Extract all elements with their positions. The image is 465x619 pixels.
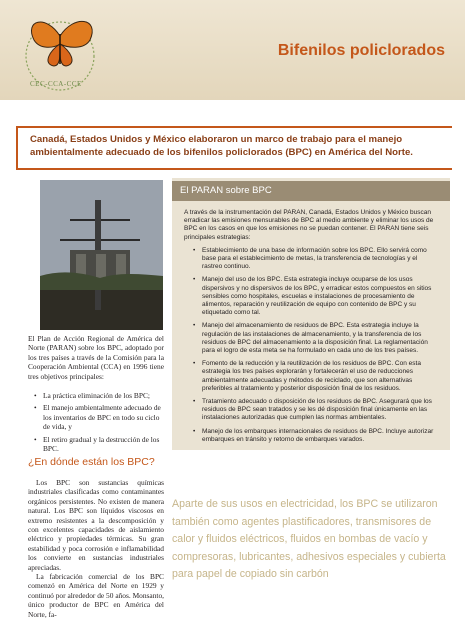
section-heading: ¿En dónde están los BPC? <box>28 456 155 468</box>
paran-box <box>172 178 450 450</box>
paran-box-intro: A través de la instrumentación del PARAN, Canadá, Estados Unidos y México buscan erradicar las emisiones mensurables de BPC al medio ambiente y eliminar los usos de BPC en los casos en que los emisiones no se puedan contener. El PARAN tiene seis principales estrategias: <box>184 209 434 241</box>
objectives-list <box>28 391 164 453</box>
paran-intro-text: El Plan de Acción Regional de América del Norte (PARAN) sobre los BPC, adoptado por los tres países a través de la Comisión para la Cooperación Ambiental (CCA) en 1996 tiene tres objetivos principales: <box>28 334 164 381</box>
list-item: • Manejo del almacenamiento de residuos de BPC. Esta estrategia incluye la regulación de las instalaciones de almacenamiento, y la transferencia de los residuos de BPC del almacenamiento a la disposición final. La reglamentación para el logro de esta meta se ha formulado en cada uno de los tres países. <box>196 322 438 355</box>
list-item: • Manejo del uso de los BPC. Esta estrategia incluye ocuparse de los usos dispersivos y no dispersivos de los BPC, y erradicar estos compuestos en sitios sensibles como hospitales, escuelas e instalaciones de procesamiento de alimentos, reparación y reutilización de equipo con contenido de BPC y su etiquetado como tal. <box>196 276 438 317</box>
list-item: • Tratamiento adecuado o disposición de los residuos de BPC. Asegurará que los residuos de BPC sean tratados y se les dé disposición final únicamente en las instalaciones autorizadas que cumplen las normas ambientales. <box>196 398 438 423</box>
list-item: • El retiro gradual y la destrucción de los BPC. <box>38 435 164 454</box>
list-item: • Establecimiento de una base de información sobre los BPC. Ello servirá como base para el establecimiento de metas, la transferencia de tecnologías y el rastreo continuo. <box>196 247 438 272</box>
paragraph: La fabricación comercial de los BPC comenzó en América del Norte en 1929 y continuó por alrededor de 50 años. Monsanto, único productor de BPC en América del Norte, fa- <box>28 572 164 619</box>
left-column <box>28 334 164 456</box>
paran-heading: El PARAN sobre BPC <box>172 181 450 201</box>
logo-text: CEC-CCA-CCE <box>30 80 82 88</box>
list-item: • El manejo ambientalmente adecuado de los inventarios de BPC en todo su ciclo de vida, y <box>38 403 164 431</box>
transformer-photo <box>40 180 163 330</box>
pull-quote: Aparte de sus usos en electricidad, los BPC se utilizaron también como agentes plastificadores, transmisores de calor y fluidos eléctricos, fluidos en bombas de vacío y compresoras, lubricantes, adhesivos especiales y cubierta para papel de copiado sin carbón <box>172 498 446 580</box>
list-item: • Fomento de la reducción y la reutilización de los residuos de BPC. Con esta estrategia los tres países explorarán y fortalecerán el uso de reducciones ambientalmente adecuadas y métodos de reciclado, que son alternativas preferibles al tratamiento y posterior disposición final de los residuos. <box>196 360 438 393</box>
strategies-list <box>184 247 438 444</box>
list-item: • Manejo de los embarques internacionales de residuos de BPC. Incluye autorizar embarques en tránsito y retorno de embarques varados. <box>196 428 438 444</box>
page-title: Bifenilos policlorados <box>277 42 445 59</box>
paragraph: Los BPC son sustancias químicas industriales clasificadas como contaminantes orgánicos persistentes. No existen de manera natural. Los BPC son líquidos viscosos en extremo resistentes a la descomposición y con excelentes capacidades de aislamiento eléctrico y propiedades térmicas. Su gran estabilidad y poca corrosión e inflamabilidad los convierte en sustancias industriales apreciadas. <box>28 478 164 572</box>
list-item: • La práctica eliminación de los BPC; <box>38 391 164 400</box>
intro-banner: Canadá, Estados Unidos y México elaboraron un marco de trabajo para el manejo ambientalmente adecuado de los bifenilos policlorados (BPC) en América del Norte. <box>16 126 452 170</box>
question-text <box>28 478 164 619</box>
